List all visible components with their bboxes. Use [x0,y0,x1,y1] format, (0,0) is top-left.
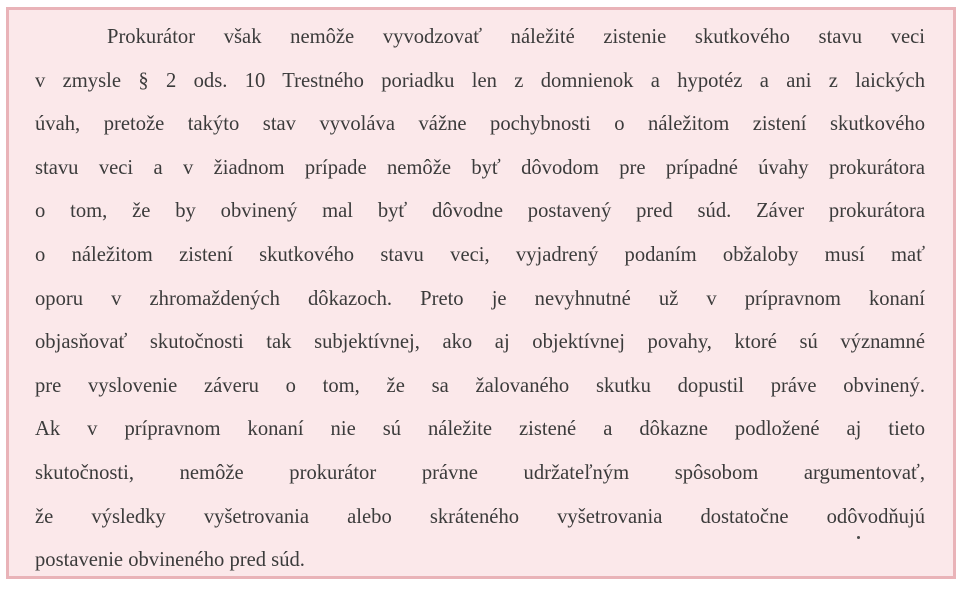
text-line: skutočnosti, nemôže prokurátor právne udržateľným spôsobom argumentovať, [35,461,925,484]
text-line: o náležitom zistení skutkového stavu veci, vyjadrený podaním obžaloby musí mať [35,243,925,266]
text-line: úvah, pretože takýto stav vyvoláva vážne pochybnosti o náležitom zistení skutkového [35,113,925,136]
text-line: že výsledky vyšetrovania alebo skráteného vyšetrovania dostatočne odôvodňujú [35,505,925,528]
text-line: stavu veci a v žiadnom prípade nemôže byť dôvodom pre prípadné úvahy prokurátora [35,156,925,179]
paragraph [35,21,925,588]
text-line: pre vyslovenie záveru o tom, že sa žalovaného skutku dopustil práve obvinený. [35,374,925,397]
text-line: Ak v prípravnom konaní nie sú náležite zistené a dôkazne podložené aj tieto [35,418,925,441]
text-line: oporu v zhromaždených dôkazoch. Preto je nevyhnutné už v prípravnom konaní [35,287,925,310]
text-line: Prokurátor však nemôže vyvodzovať náležité zistenie skutkového stavu veci [107,26,925,48]
quote-box [6,7,956,579]
text-line: o tom, že by obvinený mal byť dôvodne postavený pred súd. Záver prokurátora [35,200,925,223]
text-line: postavenie obvineného pred súd. [35,549,305,572]
text-line: objasňovať skutočnosti tak subjektívnej, ako aj objektívnej povahy, ktoré sú významné [35,331,925,354]
stray-dot [857,536,860,539]
text-line: v zmysle § 2 ods. 10 Trestného poriadku len z domnienok a hypotéz a ani z laických [35,69,925,92]
